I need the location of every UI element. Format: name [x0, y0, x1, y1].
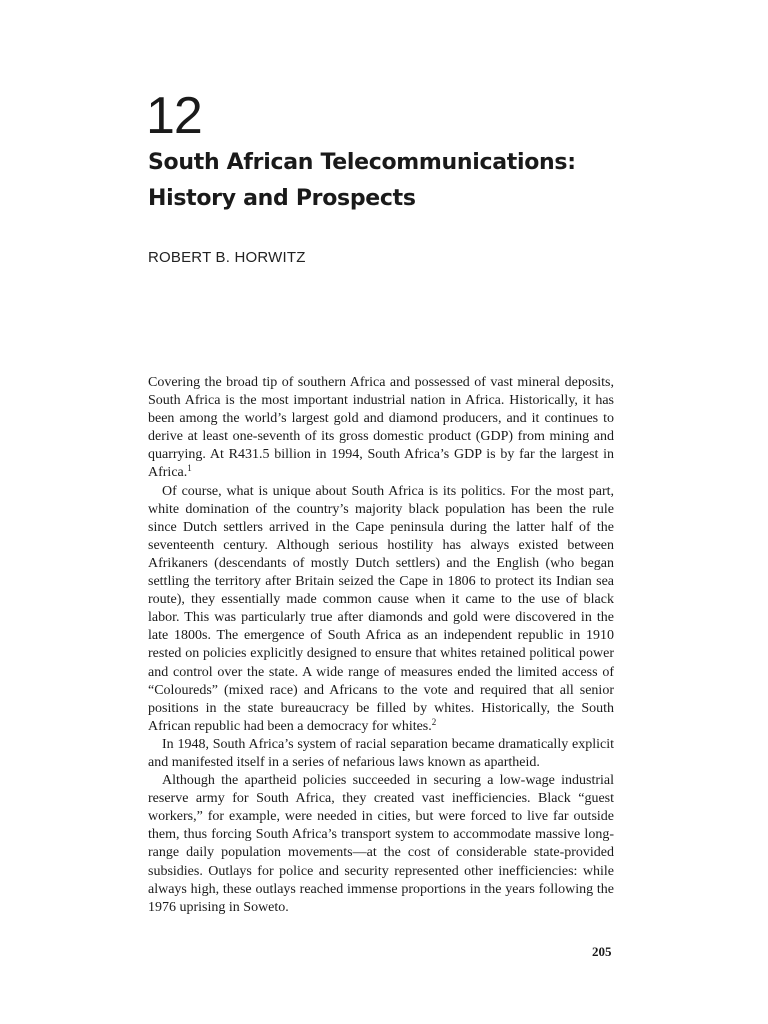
chapter-number: 12 — [146, 87, 202, 145]
paragraph-text: Covering the broad tip of southern Africa and possessed of vast mineral deposits, South Africa is the most important industrial nation in Africa. Historically, it has been among the world’s largest gold and diamond producers, and it continues to derive at least one-seventh of its gross domestic product (GDP) from mining and quarrying. At R431.5 billion in 1994, South Africa’s GDP is by far the largest in Africa. — [148, 375, 614, 481]
chapter-title — [148, 145, 628, 217]
footnote-marker: 2 — [431, 716, 437, 727]
footnote-marker: 1 — [187, 463, 192, 474]
chapter-body — [148, 374, 614, 917]
paragraph-text: In 1948, South Africa’s system of racial separation became dramatically explicit and manifested itself in a series of nefarious laws known as apartheid. — [148, 736, 614, 770]
paragraph-3 — [148, 736, 614, 772]
chapter-title-line-2: History and Prospects — [148, 186, 416, 211]
chapter-author: ROBERT B. HORWITZ — [148, 249, 306, 266]
paragraph-2 — [148, 483, 614, 736]
paragraph-4 — [148, 772, 614, 917]
chapter-title-line-1: South African Telecommunications: — [148, 150, 576, 175]
paragraph-text: Of course, what is unique about South Africa is its politics. For the most part, white domination of the country’s majority black population has been the rule since Dutch settlers arrived in the Cape peninsula during the latter half of the seventeenth century. Although serious hostility has always existed between Afrikaners (descendants of mostly Dutch settlers) and the English (who began settling the territory after Britain seized the Cape in 1806 to protect its Indian sea route), they essentially made common cause when it came to the use of black labor. This was particularly true after diamonds and gold were discovered in the late 1800s. The emergence of South Africa as an independent republic in 1910 rested on policies explicitly designed to ensure that whites retained political power and control over the state. A wide range of measures ended the limited access of “Coloureds” (mixed race) and Africans to the vote and required that all senior positions in the state bureaucracy be filled by whites. Historically, the South African republic had been a democracy for whites. — [148, 483, 614, 734]
page-number: 205 — [592, 944, 612, 959]
paragraph-text: Although the apartheid policies succeeded in securing a low-wage industrial reserve army for South Africa, they created vast inefficiencies. Black “guest workers,” for example, were needed in cities, but were forced to live far outside them, thus forcing South Africa’s transport system to accommodate massive long-range daily population movements—at the cost of considerable state-provided subsidies. Outlays for police and security represented other inefficiencies: while always high, these outlays reached immense proportions in the years following the 1976 uprising in Soweto. — [148, 773, 614, 915]
paragraph-1 — [148, 374, 614, 483]
